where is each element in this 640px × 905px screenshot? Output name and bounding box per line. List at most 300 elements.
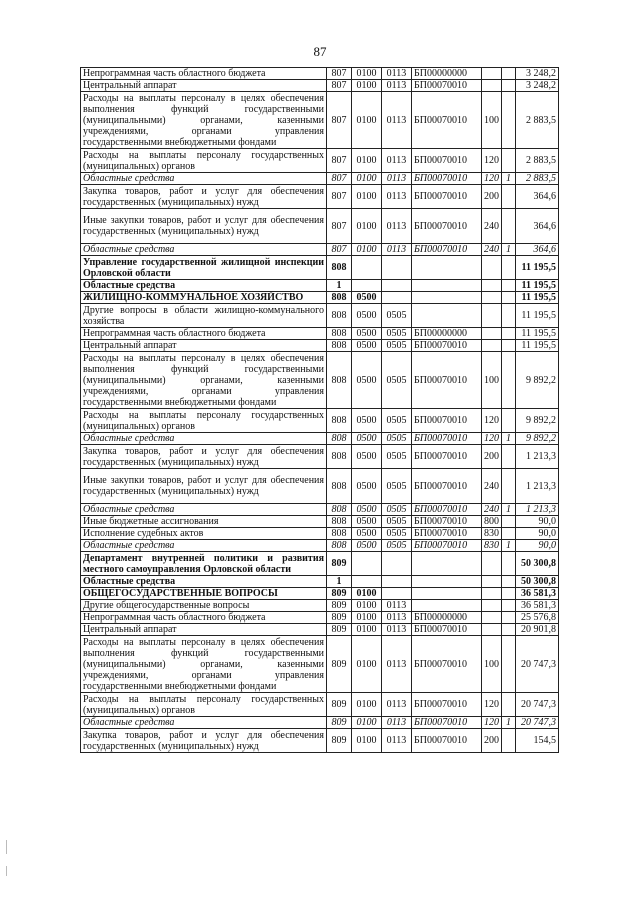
expense-type-code-cell: 240 xyxy=(482,209,502,244)
amount-cell: 90,0 xyxy=(516,516,559,528)
target-article-code-cell xyxy=(412,576,482,588)
funding-source-code-cell xyxy=(502,552,516,576)
subsection-code-cell: 0113 xyxy=(382,693,412,717)
dept-code-cell: 809 xyxy=(327,552,352,576)
expense-type-code-cell xyxy=(482,340,502,352)
table-row xyxy=(81,433,559,445)
target-article-code-cell xyxy=(412,304,482,328)
section-code-cell: 0100 xyxy=(352,588,382,600)
dept-code-cell: 809 xyxy=(327,588,352,600)
table-row xyxy=(81,280,559,292)
expense-type-code-cell xyxy=(482,256,502,280)
dept-code-cell: 808 xyxy=(327,445,352,469)
row-name-cell: Иные закупки товаров, работ и услуг для обеспечения государственных (муниципальных) нужд xyxy=(81,469,327,504)
section-code-cell: 0100 xyxy=(352,729,382,753)
subsection-code-cell xyxy=(382,292,412,304)
section-code-cell: 0500 xyxy=(352,340,382,352)
target-article-code-cell: БП00070010 xyxy=(412,209,482,244)
target-article-code-cell: БП00070010 xyxy=(412,173,482,185)
target-article-code-cell: БП00070010 xyxy=(412,340,482,352)
row-name-cell: Областные средства xyxy=(81,717,327,729)
budget-table xyxy=(80,67,559,753)
expense-type-code-cell: 100 xyxy=(482,92,502,149)
section-code-cell: 0500 xyxy=(352,328,382,340)
dept-code-cell: 808 xyxy=(327,528,352,540)
expense-type-code-cell: 200 xyxy=(482,445,502,469)
funding-source-code-cell: 1 xyxy=(502,717,516,729)
row-name-cell: Закупка товаров, работ и услуг для обеспечения государственных (муниципальных) нужд xyxy=(81,445,327,469)
subsection-code-cell: 0505 xyxy=(382,445,412,469)
subsection-code-cell: 0113 xyxy=(382,244,412,256)
section-code-cell: 0500 xyxy=(352,409,382,433)
subsection-code-cell: 0113 xyxy=(382,80,412,92)
dept-code-cell: 809 xyxy=(327,717,352,729)
funding-source-code-cell xyxy=(502,352,516,409)
expense-type-code-cell: 800 xyxy=(482,516,502,528)
amount-cell: 11 195,5 xyxy=(516,340,559,352)
dept-code-cell: 807 xyxy=(327,92,352,149)
subsection-code-cell xyxy=(382,280,412,292)
table-row xyxy=(81,516,559,528)
dept-code-cell: 808 xyxy=(327,340,352,352)
amount-cell: 364,6 xyxy=(516,209,559,244)
funding-source-code-cell xyxy=(502,328,516,340)
target-article-code-cell xyxy=(412,292,482,304)
dept-code-cell: 807 xyxy=(327,80,352,92)
target-article-code-cell: БП00000000 xyxy=(412,612,482,624)
subsection-code-cell: 0113 xyxy=(382,612,412,624)
row-name-cell: ЖИЛИЩНО-КОММУНАЛЬНОЕ ХОЗЯЙСТВО xyxy=(81,292,327,304)
dept-code-cell: 808 xyxy=(327,304,352,328)
expense-type-code-cell xyxy=(482,588,502,600)
section-code-cell: 0500 xyxy=(352,433,382,445)
subsection-code-cell: 0505 xyxy=(382,528,412,540)
dept-code-cell: 808 xyxy=(327,433,352,445)
funding-source-code-cell xyxy=(502,280,516,292)
row-name-cell: Центральный аппарат xyxy=(81,624,327,636)
section-code-cell: 0500 xyxy=(352,516,382,528)
funding-source-code-cell xyxy=(502,576,516,588)
section-code-cell: 0500 xyxy=(352,445,382,469)
target-article-code-cell: БП00070010 xyxy=(412,528,482,540)
dept-code-cell: 809 xyxy=(327,636,352,693)
row-name-cell: Департамент внутренней политики и развития местного самоуправления Орловской области xyxy=(81,552,327,576)
table-row xyxy=(81,717,559,729)
section-code-cell: 0100 xyxy=(352,717,382,729)
dept-code-cell: 808 xyxy=(327,256,352,280)
row-name-cell: Другие вопросы в области жилищно-коммунального хозяйства xyxy=(81,304,327,328)
expense-type-code-cell xyxy=(482,280,502,292)
subsection-code-cell: 0113 xyxy=(382,636,412,693)
section-code-cell xyxy=(352,552,382,576)
funding-source-code-cell xyxy=(502,340,516,352)
funding-source-code-cell xyxy=(502,600,516,612)
funding-source-code-cell xyxy=(502,624,516,636)
table-row xyxy=(81,244,559,256)
row-name-cell: Иные закупки товаров, работ и услуг для обеспечения государственных (муниципальных) нужд xyxy=(81,209,327,244)
amount-cell: 1 213,3 xyxy=(516,445,559,469)
section-code-cell: 0100 xyxy=(352,624,382,636)
amount-cell: 20 747,3 xyxy=(516,693,559,717)
table-row xyxy=(81,209,559,244)
funding-source-code-cell xyxy=(502,185,516,209)
target-article-code-cell xyxy=(412,256,482,280)
expense-type-code-cell xyxy=(482,552,502,576)
section-code-cell: 0100 xyxy=(352,244,382,256)
target-article-code-cell: БП00070010 xyxy=(412,149,482,173)
amount-cell: 3 248,2 xyxy=(516,68,559,80)
target-article-code-cell: БП00070010 xyxy=(412,80,482,92)
table-row xyxy=(81,528,559,540)
dept-code-cell: 809 xyxy=(327,624,352,636)
target-article-code-cell xyxy=(412,552,482,576)
dept-code-cell: 807 xyxy=(327,185,352,209)
dept-code-cell: 808 xyxy=(327,409,352,433)
section-code-cell: 0100 xyxy=(352,173,382,185)
target-article-code-cell: БП00070010 xyxy=(412,433,482,445)
subsection-code-cell: 0113 xyxy=(382,209,412,244)
expense-type-code-cell xyxy=(482,328,502,340)
subsection-code-cell: 0113 xyxy=(382,185,412,209)
row-name-cell: Областные средства xyxy=(81,540,327,552)
table-row xyxy=(81,185,559,209)
subsection-code-cell xyxy=(382,256,412,280)
section-code-cell: 0500 xyxy=(352,352,382,409)
funding-source-code-cell xyxy=(502,292,516,304)
dept-code-cell: 1 xyxy=(327,280,352,292)
dept-code-cell: 807 xyxy=(327,244,352,256)
amount-cell: 154,5 xyxy=(516,729,559,753)
amount-cell: 11 195,5 xyxy=(516,256,559,280)
subsection-code-cell: 0505 xyxy=(382,409,412,433)
target-article-code-cell: БП00070010 xyxy=(412,516,482,528)
row-name-cell: Областные средства xyxy=(81,576,327,588)
row-name-cell: Непрограммная часть областного бюджета xyxy=(81,328,327,340)
target-article-code-cell: БП00070010 xyxy=(412,409,482,433)
section-code-cell: 0100 xyxy=(352,612,382,624)
amount-cell: 3 248,2 xyxy=(516,80,559,92)
row-name-cell: Непрограммная часть областного бюджета xyxy=(81,68,327,80)
expense-type-code-cell: 200 xyxy=(482,185,502,209)
funding-source-code-cell xyxy=(502,209,516,244)
expense-type-code-cell: 200 xyxy=(482,729,502,753)
amount-cell: 1 213,3 xyxy=(516,469,559,504)
table-row xyxy=(81,540,559,552)
table-row xyxy=(81,340,559,352)
row-name-cell: Областные средства xyxy=(81,433,327,445)
section-code-cell: 0500 xyxy=(352,540,382,552)
funding-source-code-cell xyxy=(502,469,516,504)
table-row xyxy=(81,693,559,717)
expense-type-code-cell: 830 xyxy=(482,540,502,552)
amount-cell: 20 901,8 xyxy=(516,624,559,636)
target-article-code-cell: БП00070010 xyxy=(412,717,482,729)
row-name-cell: Расходы на выплаты персоналу в целях обеспечения выполнения функций государственными (муниципальными) органами, казенными учреждениями, органами управления государственными внебюджетными фондами xyxy=(81,92,327,149)
funding-source-code-cell: 1 xyxy=(502,244,516,256)
amount-cell: 36 581,3 xyxy=(516,600,559,612)
row-name-cell: Расходы на выплаты персоналу в целях обеспечения выполнения функций государственными (муниципальными) органами, казенными учреждениями, органами управления государственными внебюджетными фондами xyxy=(81,636,327,693)
table-row xyxy=(81,80,559,92)
row-name-cell: Областные средства xyxy=(81,280,327,292)
expense-type-code-cell xyxy=(482,304,502,328)
amount-cell: 90,0 xyxy=(516,528,559,540)
section-code-cell: 0100 xyxy=(352,92,382,149)
amount-cell: 25 576,8 xyxy=(516,612,559,624)
row-name-cell: Непрограммная часть областного бюджета xyxy=(81,612,327,624)
subsection-code-cell: 0505 xyxy=(382,504,412,516)
table-row xyxy=(81,729,559,753)
target-article-code-cell: БП00000000 xyxy=(412,328,482,340)
expense-type-code-cell xyxy=(482,612,502,624)
row-name-cell: Областные средства xyxy=(81,173,327,185)
target-article-code-cell: БП00070010 xyxy=(412,504,482,516)
subsection-code-cell: 0505 xyxy=(382,469,412,504)
amount-cell: 2 883,5 xyxy=(516,92,559,149)
funding-source-code-cell xyxy=(502,588,516,600)
amount-cell: 11 195,5 xyxy=(516,304,559,328)
table-row xyxy=(81,92,559,149)
amount-cell: 1 213,3 xyxy=(516,504,559,516)
expense-type-code-cell: 240 xyxy=(482,504,502,516)
expense-type-code-cell: 240 xyxy=(482,469,502,504)
amount-cell: 364,6 xyxy=(516,185,559,209)
subsection-code-cell xyxy=(382,588,412,600)
subsection-code-cell: 0505 xyxy=(382,433,412,445)
table-row xyxy=(81,409,559,433)
funding-source-code-cell xyxy=(502,528,516,540)
section-code-cell: 0100 xyxy=(352,68,382,80)
expense-type-code-cell xyxy=(482,68,502,80)
subsection-code-cell: 0113 xyxy=(382,729,412,753)
expense-type-code-cell: 240 xyxy=(482,244,502,256)
subsection-code-cell: 0505 xyxy=(382,340,412,352)
funding-source-code-cell xyxy=(502,304,516,328)
target-article-code-cell: БП00070010 xyxy=(412,540,482,552)
amount-cell: 11 195,5 xyxy=(516,292,559,304)
funding-source-code-cell: 1 xyxy=(502,433,516,445)
dept-code-cell: 808 xyxy=(327,516,352,528)
section-code-cell: 0500 xyxy=(352,292,382,304)
expense-type-code-cell xyxy=(482,600,502,612)
section-code-cell: 0100 xyxy=(352,209,382,244)
section-code-cell xyxy=(352,256,382,280)
dept-code-cell: 808 xyxy=(327,352,352,409)
subsection-code-cell: 0505 xyxy=(382,540,412,552)
table-row xyxy=(81,624,559,636)
target-article-code-cell: БП00070010 xyxy=(412,693,482,717)
subsection-code-cell: 0113 xyxy=(382,173,412,185)
table-row xyxy=(81,352,559,409)
funding-source-code-cell xyxy=(502,693,516,717)
row-name-cell: Областные средства xyxy=(81,504,327,516)
funding-source-code-cell xyxy=(502,729,516,753)
row-name-cell: Областные средства xyxy=(81,244,327,256)
subsection-code-cell: 0113 xyxy=(382,92,412,149)
expense-type-code-cell xyxy=(482,576,502,588)
row-name-cell: Расходы на выплаты персоналу в целях обеспечения выполнения функций государственными (муниципальными) органами, казенными учреждениями, органами управления государственными внебюджетными фондами xyxy=(81,352,327,409)
expense-type-code-cell: 100 xyxy=(482,636,502,693)
dept-code-cell: 1 xyxy=(327,576,352,588)
funding-source-code-cell xyxy=(502,445,516,469)
expense-type-code-cell: 100 xyxy=(482,352,502,409)
expense-type-code-cell: 120 xyxy=(482,693,502,717)
row-name-cell: Иные бюджетные ассигнования xyxy=(81,516,327,528)
table-row xyxy=(81,612,559,624)
funding-source-code-cell xyxy=(502,409,516,433)
amount-cell: 36 581,3 xyxy=(516,588,559,600)
amount-cell: 364,6 xyxy=(516,244,559,256)
row-name-cell: Расходы на выплаты персоналу государственных (муниципальных) органов xyxy=(81,409,327,433)
expense-type-code-cell: 120 xyxy=(482,433,502,445)
funding-source-code-cell xyxy=(502,80,516,92)
subsection-code-cell xyxy=(382,576,412,588)
expense-type-code-cell: 120 xyxy=(482,173,502,185)
table-row xyxy=(81,469,559,504)
table-row xyxy=(81,256,559,280)
row-name-cell: Центральный аппарат xyxy=(81,340,327,352)
page-number: 87 xyxy=(313,44,327,59)
amount-cell: 9 892,2 xyxy=(516,409,559,433)
subsection-code-cell: 0505 xyxy=(382,352,412,409)
dept-code-cell: 809 xyxy=(327,729,352,753)
section-code-cell: 0500 xyxy=(352,528,382,540)
amount-cell: 11 195,5 xyxy=(516,280,559,292)
subsection-code-cell: 0113 xyxy=(382,68,412,80)
row-name-cell: Центральный аппарат xyxy=(81,80,327,92)
target-article-code-cell: БП00070010 xyxy=(412,624,482,636)
row-name-cell: Расходы на выплаты персоналу государственных (муниципальных) органов xyxy=(81,693,327,717)
funding-source-code-cell xyxy=(502,636,516,693)
section-code-cell: 0100 xyxy=(352,636,382,693)
dept-code-cell: 808 xyxy=(327,540,352,552)
table-row xyxy=(81,445,559,469)
table-row xyxy=(81,504,559,516)
expense-type-code-cell xyxy=(482,80,502,92)
dept-code-cell: 807 xyxy=(327,149,352,173)
section-code-cell: 0500 xyxy=(352,304,382,328)
amount-cell: 20 747,3 xyxy=(516,717,559,729)
target-article-code-cell: БП00070010 xyxy=(412,445,482,469)
subsection-code-cell: 0113 xyxy=(382,600,412,612)
table-row xyxy=(81,328,559,340)
subsection-code-cell: 0113 xyxy=(382,624,412,636)
section-code-cell: 0100 xyxy=(352,149,382,173)
expense-type-code-cell: 120 xyxy=(482,409,502,433)
funding-source-code-cell: 1 xyxy=(502,173,516,185)
table-row xyxy=(81,173,559,185)
dept-code-cell: 809 xyxy=(327,600,352,612)
section-code-cell xyxy=(352,576,382,588)
table-row xyxy=(81,588,559,600)
row-name-cell: ОБЩЕГОСУДАРСТВЕННЫЕ ВОПРОСЫ xyxy=(81,588,327,600)
dept-code-cell: 808 xyxy=(327,469,352,504)
funding-source-code-cell xyxy=(502,68,516,80)
amount-cell: 11 195,5 xyxy=(516,328,559,340)
funding-source-code-cell xyxy=(502,612,516,624)
expense-type-code-cell xyxy=(482,624,502,636)
dept-code-cell: 808 xyxy=(327,328,352,340)
target-article-code-cell: БП00070010 xyxy=(412,92,482,149)
row-name-cell: Управление государственной жилищной инспекции Орловской области xyxy=(81,256,327,280)
row-name-cell: Закупка товаров, работ и услуг для обеспечения государственных (муниципальных) нужд xyxy=(81,729,327,753)
subsection-code-cell: 0505 xyxy=(382,304,412,328)
amount-cell: 2 883,5 xyxy=(516,149,559,173)
section-code-cell: 0100 xyxy=(352,80,382,92)
section-code-cell: 0100 xyxy=(352,600,382,612)
subsection-code-cell: 0113 xyxy=(382,717,412,729)
table-row xyxy=(81,576,559,588)
expense-type-code-cell: 120 xyxy=(482,717,502,729)
funding-source-code-cell xyxy=(502,256,516,280)
amount-cell: 20 747,3 xyxy=(516,636,559,693)
section-code-cell: 0100 xyxy=(352,693,382,717)
expense-type-code-cell: 830 xyxy=(482,528,502,540)
target-article-code-cell: БП00070010 xyxy=(412,469,482,504)
section-code-cell: 0500 xyxy=(352,504,382,516)
amount-cell: 9 892,2 xyxy=(516,433,559,445)
target-article-code-cell: БП00070010 xyxy=(412,729,482,753)
row-name-cell: Исполнение судебных актов xyxy=(81,528,327,540)
funding-source-code-cell: 1 xyxy=(502,540,516,552)
funding-source-code-cell xyxy=(502,516,516,528)
target-article-code-cell xyxy=(412,588,482,600)
amount-cell: 9 892,2 xyxy=(516,352,559,409)
expense-type-code-cell xyxy=(482,292,502,304)
row-name-cell: Расходы на выплаты персоналу государственных (муниципальных) органов xyxy=(81,149,327,173)
table-row xyxy=(81,636,559,693)
section-code-cell: 0500 xyxy=(352,469,382,504)
target-article-code-cell xyxy=(412,600,482,612)
dept-code-cell: 807 xyxy=(327,68,352,80)
row-name-cell: Другие общегосударственные вопросы xyxy=(81,600,327,612)
table-row xyxy=(81,552,559,576)
target-article-code-cell: БП00070010 xyxy=(412,244,482,256)
dept-code-cell: 809 xyxy=(327,612,352,624)
section-code-cell: 0100 xyxy=(352,185,382,209)
subsection-code-cell: 0505 xyxy=(382,516,412,528)
dept-code-cell: 807 xyxy=(327,209,352,244)
table-row xyxy=(81,304,559,328)
amount-cell: 90,0 xyxy=(516,540,559,552)
table-row xyxy=(81,149,559,173)
subsection-code-cell xyxy=(382,552,412,576)
amount-cell: 50 300,8 xyxy=(516,552,559,576)
target-article-code-cell: БП00070010 xyxy=(412,185,482,209)
dept-code-cell: 807 xyxy=(327,173,352,185)
dept-code-cell: 808 xyxy=(327,504,352,516)
expense-type-code-cell: 120 xyxy=(482,149,502,173)
target-article-code-cell xyxy=(412,280,482,292)
table-row xyxy=(81,292,559,304)
amount-cell: 2 883,5 xyxy=(516,173,559,185)
dept-code-cell: 808 xyxy=(327,292,352,304)
funding-source-code-cell xyxy=(502,149,516,173)
scan-margin-mark xyxy=(6,840,7,854)
budget-table-body xyxy=(81,68,559,753)
dept-code-cell: 809 xyxy=(327,693,352,717)
section-code-cell xyxy=(352,280,382,292)
row-name-cell: Закупка товаров, работ и услуг для обеспечения государственных (муниципальных) нужд xyxy=(81,185,327,209)
target-article-code-cell: БП00070010 xyxy=(412,636,482,693)
table-row xyxy=(81,68,559,80)
target-article-code-cell: БП00070010 xyxy=(412,352,482,409)
funding-source-code-cell: 1 xyxy=(502,504,516,516)
table-row xyxy=(81,600,559,612)
subsection-code-cell: 0505 xyxy=(382,328,412,340)
target-article-code-cell: БП00000000 xyxy=(412,68,482,80)
subsection-code-cell: 0113 xyxy=(382,149,412,173)
amount-cell: 50 300,8 xyxy=(516,576,559,588)
